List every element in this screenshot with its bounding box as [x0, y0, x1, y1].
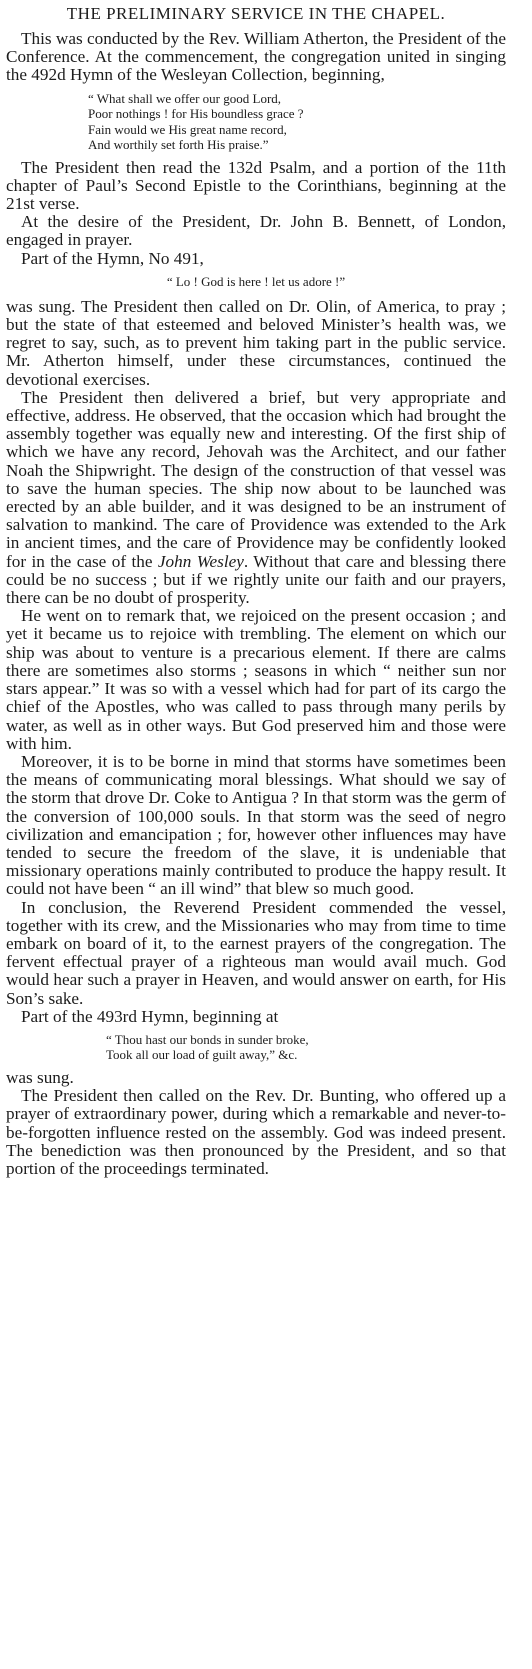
paragraph-bunting: The President then called on the Rev. Dr. Bunting, who offered up a prayer of extraordinary power, during which a remarkable and never-to-be-forgotten influence rested on the assembly. God was indeed present. The benediction was then pronounced by the President, and so that portion of the proceedings terminated.	[6, 1086, 506, 1178]
paragraph-conclusion: In conclusion, the Reverend President commended the vessel, together with its crew, and the Missionaries who may from time to time embark on board of it, to the earnest prayers of the congregation. The fervent effectual prayer of a righteous man would avail much. God would hear such a prayer in Heaven, and would answer on earth, for His Son’s sake.	[6, 897, 506, 1008]
ship-name: John Wesley	[157, 551, 244, 571]
paragraph-trembling: He went on to remark that, we rejoiced on the present occasion ; and yet it became us to rejoice with trembling. The element on which our ship was about to venture is a precarious element. If there are calms there are sometimes also storms ; seasons in which “ neither sun nor stars appear.” It was so with a vessel which had for part of its cargo the chief of the Apostles, who was called to pass through many perils by water, as well as in other ways. But God preserved him and those were with him.	[6, 606, 506, 753]
article	[6, 0, 506, 1178]
address-text-part1: The President then delivered a brief, but very appropriate and effective, address. He observed, that the occasion which had brought the assembly together was equally new and interesting. Of the first ship of which we have any record, Jehovah was the Architect, and our father Noah the Shipwright. The design of the construction of that vessel was to save the human species. The ship now about to be launched was erected by an able builder, and it was designed to be an instrument of salvation to mankind. The care of Providence was extended to the Ark in ancient times, and the care of Providence may be confidently looked for in the case of the	[6, 387, 506, 571]
verse-line: “ What shall we offer our good Lord,	[88, 90, 282, 106]
paragraph-address	[6, 389, 506, 607]
paragraph-hymn-493: Part of the 493rd Hymn, beginning at	[21, 1006, 279, 1026]
paragraph-storms: Moreover, it is to be borne in mind that storms have sometimes been the means of communicating moral blessings. What should we say of the storm that drove Dr. Coke to Antigua ? In that storm was the germ of the conversion of 100,000 souls. In that storm was the seed of negro civilization and emancipation ; for, however other influences may have tended to secure the freedom of the slave, it is undeniable that missionary operations mainly contributed to produce the happy result. It could not have been “ an ill wind” that blew so much good.	[6, 751, 506, 899]
paragraph-intro: This was conducted by the Rev. William Atherton, the President of the Conference. At the commencement, the congregation united in singing the 492d Hymn of the Wesleyan Collection, beginning,	[6, 29, 506, 85]
verse-line: Fain would we His great name record,	[88, 121, 287, 137]
verse-line: Poor nothings ! for His boundless grace ?	[88, 106, 304, 122]
hymn-491-quote: “ Lo ! God is here ! let us adore !”	[166, 273, 346, 289]
paragraph-prayer-bennett: At the desire of the President, Dr. John B. Bennett, of London, engaged in prayer.	[6, 212, 506, 250]
verse-line: Took all our load of guilt away,” &c.	[106, 1047, 298, 1063]
hymn-493-verse	[6, 1032, 506, 1063]
article-title: THE PRELIMINARY SERVICE IN THE CHAPEL.	[66, 4, 446, 23]
paragraph-scripture-reading: The President then read the 132d Psalm, and a portion of the 11th chapter of Paul’s Second Epistle to the Corinthians, beginning at the 21st verse.	[6, 157, 506, 214]
paragraph-hymn-491: Part of the Hymn, No 491,	[21, 248, 204, 268]
verse-line: “ Thou hast our bonds in sunder broke,	[106, 1031, 309, 1047]
paragraph-was-sung: was sung.	[6, 1067, 74, 1087]
hymn-492-verse	[6, 91, 506, 153]
paragraph-olin: was sung. The President then called on Dr. Olin, of America, to pray ; but the state of that esteemed and beloved Minister’s health was, we regret to say, such, as to prevent him taking part in the public service. Mr. Atherton himself, under these circumstances, continued the devotional exercises.	[6, 296, 506, 389]
verse-line: And worthily set forth His praise.”	[88, 137, 269, 153]
address-text-part2: . Without that care and blessing there could be no success ; but if we rightly unite our faith and our prayers, there can be no doubt of prosperity.	[6, 551, 506, 608]
